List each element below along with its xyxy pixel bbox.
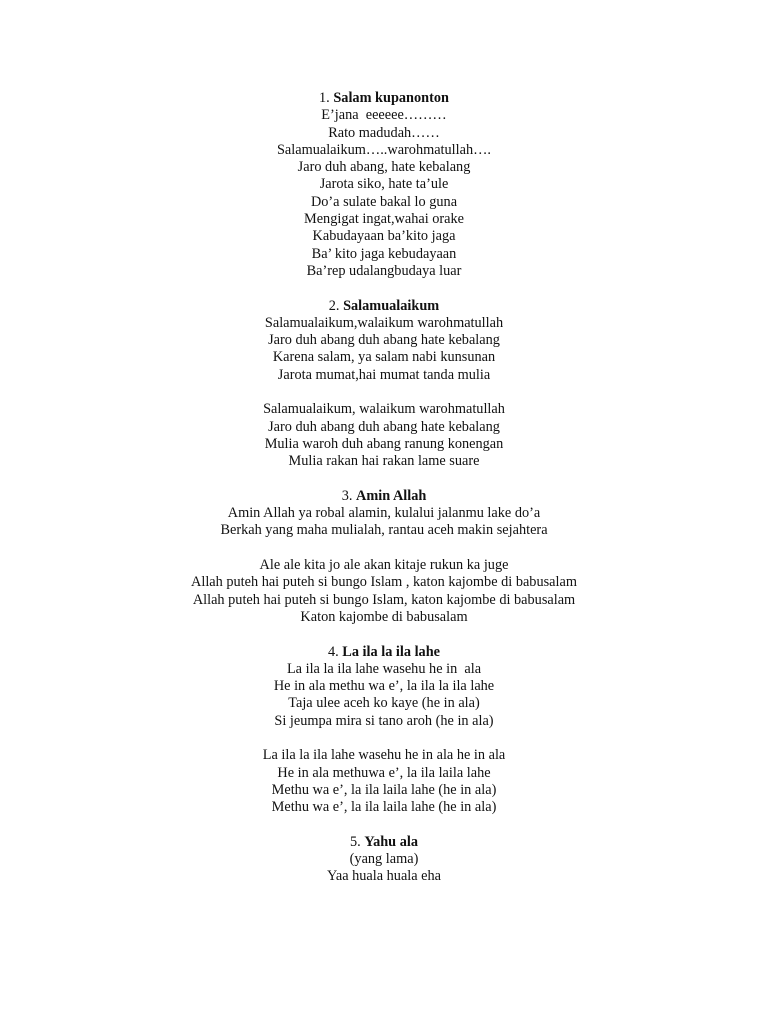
lyric-line: E’jana eeeeee……… (321, 107, 447, 124)
section-title: La ila la ila lahe (342, 643, 441, 660)
lyric-line: He in ala methuwa e’, la ila laila lahe (277, 764, 491, 781)
lyric-line: Jarota siko, hate ta’ule (319, 176, 449, 193)
section-title: Salam kupanonton (333, 90, 449, 106)
lyric-line: Allah puteh hai puteh si bungo Islam , katon kajombe di babusalam (191, 574, 577, 591)
section-number: 2. (328, 297, 340, 314)
section-heading (0, 298, 768, 315)
lyric-line: Allah puteh hai puteh si bungo Islam, katon kajombe di babusalam (192, 591, 576, 608)
lyric-line: Ale ale kita jo ale akan kitaje rukun ka juge (259, 557, 509, 574)
section-heading (0, 644, 768, 661)
section-heading (0, 834, 768, 851)
lyric-line: Yaa huala huala eha (326, 868, 442, 885)
lyric-line: Salamualaikum, walaikum warohmatullah (263, 401, 505, 418)
lyric-line: Jarota mumat,hai mumat tanda mulia (277, 366, 491, 383)
lyric-line: Methu wa e’, la ila laila lahe (he in ala) (271, 799, 497, 816)
section-heading (0, 488, 768, 505)
section-heading (0, 90, 768, 107)
section-title: Salamualaikum (343, 297, 440, 314)
section-number: 4. (327, 643, 339, 660)
lyric-line: Salamualaikum…..warohmatullah…. (276, 141, 491, 158)
lyric-line: La ila la ila lahe wasehu he in ala (286, 660, 482, 677)
section-spacer (0, 816, 768, 833)
lyric-line: Berkah yang maha mulialah, rantau aceh makin sejahtera (220, 522, 548, 539)
section-spacer (0, 471, 768, 488)
lyric-line: Mengigat ingat,wahai orake (304, 211, 464, 228)
stanza-spacer (0, 730, 768, 747)
section-title: Yahu ala (364, 833, 418, 850)
lyric-line: Mulia rakan hai rakan lame suare (288, 453, 480, 470)
section-title: Amin Allah (356, 487, 427, 504)
lyric-line: Ba’rep udalangbudaya luar (306, 262, 462, 279)
lyric-line: Rato madudah…… (328, 124, 440, 141)
lyric-line: Si jeumpa mira si tano aroh (he in ala) (274, 712, 494, 729)
lyric-line: Jaro duh abang duh abang hate kebalang (268, 332, 500, 349)
lyric-line: Karena salam, ya salam nabi kunsunan (272, 349, 496, 366)
lyric-line: Ba’ kito jaga kebudayaan (311, 245, 457, 262)
lyric-line: La ila la ila lahe wasehu he in ala he in ala (262, 747, 506, 764)
lyric-line: (yang lama) (349, 851, 419, 868)
stanza-spacer (0, 540, 768, 557)
lyric-line: Kabudayaan ba’kito jaga (312, 228, 456, 245)
section-number: 1. (319, 90, 330, 106)
section-spacer (0, 280, 768, 297)
lyric-line: Katon kajombe di babusalam (300, 608, 468, 625)
lyric-line: Amin Allah ya robal alamin, kulalui jalanmu lake do’a (227, 505, 541, 522)
section-number: 5. (350, 833, 361, 850)
lyric-line: Methu wa e’, la ila laila lahe (he in ala) (271, 781, 497, 798)
lyric-line: Do’a sulate bakal lo guna (310, 193, 458, 210)
lyrics-document (0, 90, 768, 886)
section-number: 3. (341, 487, 353, 504)
lyric-line: Jaro duh abang duh abang hate kebalang (268, 418, 500, 435)
lyric-line: Taja ulee aceh ko kaye (he in ala) (288, 695, 480, 712)
stanza-spacer (0, 384, 768, 401)
lyric-line: Salamualaikum,walaikum warohmatullah (264, 314, 504, 331)
lyric-line: Mulia waroh duh abang ranung konengan (264, 435, 504, 452)
section-spacer (0, 626, 768, 643)
lyric-line: He in ala methu wa e’, la ila la ila lahe (273, 678, 495, 695)
lyric-line: Jaro duh abang, hate kebalang (297, 159, 471, 176)
